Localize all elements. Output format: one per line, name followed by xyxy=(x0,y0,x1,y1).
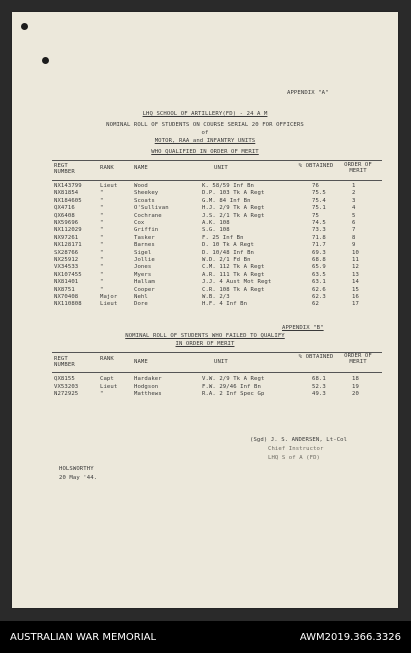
cell-rank: " xyxy=(100,242,104,249)
cell-rank: " xyxy=(100,190,104,197)
cell-regt-number: NX70408 xyxy=(54,294,79,300)
cell-unit: W.D. 2/1 Fd Bn xyxy=(202,257,251,263)
cell-regt-number: QX6408 xyxy=(54,212,75,219)
col-unit: UNIT xyxy=(214,165,228,171)
signature-line: (Sgd) J. S. ANDERSEN, Lt-Col xyxy=(250,437,348,443)
cell-rank: " xyxy=(100,197,104,204)
punch-hole-top xyxy=(21,23,28,30)
cell-pct-obtained: 73.3 xyxy=(312,227,326,234)
col2-unit: UNIT xyxy=(214,359,228,365)
cell-pct-obtained: 62.6 xyxy=(312,286,326,293)
cell-pct-obtained: 71.7 xyxy=(312,242,326,249)
cell-pct-obtained: 75.1 xyxy=(312,205,326,212)
cell-name: Hallam xyxy=(134,279,155,286)
cell-regt-number: NX25912 xyxy=(54,257,79,263)
cell-rank: Major xyxy=(100,294,118,300)
cell-order-of-merit: 17 xyxy=(352,301,359,308)
cell-rank: " xyxy=(100,279,104,286)
archive-footer xyxy=(0,621,411,653)
cell-order-of-merit: 9 xyxy=(352,242,356,249)
cell-unit: S.G. 108 xyxy=(202,227,230,234)
cell-unit: J.J. 4 Aust Mot Regt xyxy=(202,279,272,286)
cell-name: Cox xyxy=(134,220,145,226)
cell-order-of-merit: 8 xyxy=(352,234,356,241)
cell-order-of-merit: 3 xyxy=(352,197,356,204)
cell-name: Hardaker xyxy=(134,376,162,382)
cell-name: O'Sullivan xyxy=(134,205,169,212)
cell-regt-number: VX53203 xyxy=(54,383,79,390)
cell-unit: F. 25 Inf Bn xyxy=(202,234,244,241)
cell-name: Tasker xyxy=(134,234,155,241)
cell-unit: D. 10 Tk A Regt xyxy=(202,242,255,249)
cell-regt-number: QX4716 xyxy=(54,205,75,212)
cell-unit: V.W. 2/9 Tk A Regt xyxy=(202,376,265,382)
cell-order-of-merit: 1 xyxy=(352,183,356,189)
cell-rank: " xyxy=(100,391,104,397)
cell-order-of-merit: 12 xyxy=(352,264,359,271)
cell-pct-obtained: 49.3 xyxy=(312,391,326,397)
cell-pct-obtained: 65.9 xyxy=(312,264,326,271)
cell-name: Griffin xyxy=(134,227,159,234)
table-row xyxy=(12,392,398,400)
cell-pct-obtained: 52.3 xyxy=(312,383,326,390)
cell-name: Myers xyxy=(134,271,152,278)
cell-order-of-merit: 19 xyxy=(352,383,359,390)
cell-order-of-merit: 6 xyxy=(352,220,356,226)
school-title: LHQ SCHOOL OF ARTILLERY(FD) - 24 A M xyxy=(142,111,268,117)
cell-rank: " xyxy=(100,205,104,212)
cell-unit: G.M. 84 Inf Bn xyxy=(202,197,251,204)
cell-name: Dore xyxy=(134,301,148,308)
cell-regt-number: NX184605 xyxy=(54,197,82,204)
document-page xyxy=(12,12,398,608)
cell-order-of-merit: 16 xyxy=(352,294,359,300)
cell-unit: C.M. 112 Tk A Regt xyxy=(202,264,265,271)
cell-rank: " xyxy=(100,264,104,271)
roll-title-line2: of xyxy=(201,130,209,136)
cell-pct-obtained: 76 xyxy=(312,183,319,189)
cell-regt-number: N272925 xyxy=(54,391,79,397)
cell-regt-number: NX59696 xyxy=(54,220,79,226)
cell-regt-number: NX107455 xyxy=(54,271,82,278)
cell-regt-number: NX81401 xyxy=(54,279,79,286)
cell-name: Hodgson xyxy=(134,383,159,390)
cell-name: Barnes xyxy=(134,242,155,249)
col-order-of-merit: ORDER OF MERIT xyxy=(344,162,372,174)
cell-regt-number: QX8155 xyxy=(54,376,75,382)
roll2-title-line2: IN ORDER OF MERIT xyxy=(175,341,235,347)
cell-order-of-merit: 15 xyxy=(352,286,359,293)
cell-rank: Lieut xyxy=(100,183,118,189)
cell-rank: " xyxy=(100,286,104,293)
cell-unit: W.B. 2/3 xyxy=(202,294,230,300)
cell-name: Sigel xyxy=(134,249,152,256)
col2-rank: RANK xyxy=(100,356,114,362)
cell-pct-obtained: 74.5 xyxy=(312,220,326,226)
cell-pct-obtained: 68.1 xyxy=(312,376,326,382)
appendix-a-label: APPENDIX "A" xyxy=(287,90,329,96)
cell-regt-number: NX97261 xyxy=(54,234,79,241)
header2-rule-top xyxy=(52,352,382,353)
cell-unit: D. 10/48 Inf Bn xyxy=(202,249,255,256)
cell-rank: " xyxy=(100,257,104,263)
col2-pct-obtained: % OBTAINED xyxy=(298,354,334,360)
cell-name: Matthews xyxy=(134,391,162,397)
cell-pct-obtained: 63.5 xyxy=(312,271,326,278)
cell-unit: F.W. 29/46 Inf Bn xyxy=(202,383,261,390)
col-regt-number: REGT NUMBER xyxy=(54,163,75,175)
cell-order-of-merit: 20 xyxy=(352,391,359,397)
cell-rank: " xyxy=(100,212,104,219)
signature-school: LHQ S of A (FD) xyxy=(268,455,321,461)
cell-pct-obtained: 69.3 xyxy=(312,249,326,256)
cell-regt-number: VX34533 xyxy=(54,264,79,271)
cell-pct-obtained: 63.1 xyxy=(312,279,326,286)
table-row xyxy=(12,302,398,310)
col2-name: NAME xyxy=(134,359,148,365)
cell-name: Wood xyxy=(134,183,148,189)
place: HOLSWORTHY xyxy=(59,466,94,472)
cell-order-of-merit: 7 xyxy=(352,227,356,234)
cell-order-of-merit: 10 xyxy=(352,249,359,256)
cell-rank: " xyxy=(100,249,104,256)
header2-rule-bottom xyxy=(52,372,382,373)
cell-pct-obtained: 62 xyxy=(312,301,319,308)
cell-name: Cooper xyxy=(134,286,155,293)
footer-accession-number: AWM2019.366.3326 xyxy=(299,632,401,643)
cell-rank: Lieut xyxy=(100,301,118,308)
cell-regt-number: SX28766 xyxy=(54,249,79,256)
cell-name: Sheekey xyxy=(134,190,159,197)
cell-pct-obtained: 75.4 xyxy=(312,197,326,204)
cell-pct-obtained: 62.3 xyxy=(312,294,326,300)
cell-regt-number: NX8751 xyxy=(54,286,75,293)
header-rule-top xyxy=(52,160,382,161)
cell-unit: J.S. 2/1 Tk A Regt xyxy=(202,212,265,219)
cell-order-of-merit: 5 xyxy=(352,212,356,219)
cell-regt-number: NX81854 xyxy=(54,190,79,197)
cell-unit: R.A. 2 Inf Spec Gp xyxy=(202,391,265,397)
cell-rank: Capt xyxy=(100,376,114,382)
col-pct-obtained: % OBTAINED xyxy=(298,163,334,169)
cell-regt-number: NX128171 xyxy=(54,242,82,249)
roll-title-line3: MOTOR, RAA and INFANTRY UNITS xyxy=(154,138,256,144)
cell-unit: H.J. 2/9 Tk A Regt xyxy=(202,205,265,212)
cell-rank: " xyxy=(100,227,104,234)
roll-title-line4: WHO QUALIFIED IN ORDER OF MERIT xyxy=(151,149,259,155)
cell-rank: " xyxy=(100,220,104,226)
cell-order-of-merit: 13 xyxy=(352,271,359,278)
cell-regt-number: NX143799 xyxy=(54,183,82,189)
punch-hole-bottom xyxy=(42,57,49,64)
appendix-b-label: APPENDIX "B" xyxy=(282,325,324,331)
header-rule-bottom xyxy=(52,180,382,181)
cell-name: Cochrane xyxy=(134,212,162,219)
cell-name: Scoats xyxy=(134,197,155,204)
cell-name: Nehl xyxy=(134,294,148,300)
cell-pct-obtained: 75.5 xyxy=(312,190,326,197)
cell-name: Jones xyxy=(134,264,152,271)
cell-pct-obtained: 71.8 xyxy=(312,234,326,241)
col-rank: RANK xyxy=(100,165,114,171)
cell-rank: Lieut xyxy=(100,383,118,390)
cell-unit: C.R. 108 Tk A Regt xyxy=(202,286,265,293)
cell-order-of-merit: 14 xyxy=(352,279,359,286)
cell-unit: D.P. 103 Tk A Regt xyxy=(202,190,265,197)
col2-regt-number: REGT NUMBER xyxy=(54,356,75,368)
roll2-title-line1: NOMINAL ROLL OF STUDENTS WHO FAILED TO QUALIFY xyxy=(125,333,285,339)
cell-unit: K. 58/59 Inf Bn xyxy=(202,183,255,189)
cell-unit: A.K. 108 xyxy=(202,220,230,226)
col2-order-of-merit: ORDER OF MERIT xyxy=(344,353,372,365)
cell-unit: A.R. 111 Tk A Regt xyxy=(202,271,265,278)
date: 20 May '44. xyxy=(59,475,98,481)
signature-title: Chief Instructor xyxy=(268,446,324,452)
cell-name: Jollie xyxy=(134,257,155,263)
cell-rank: " xyxy=(100,234,104,241)
cell-rank: " xyxy=(100,271,104,278)
roll-title-line1: NOMINAL ROLL OF STUDENTS ON COURSE SERIAL 20 FOR OFFICERS xyxy=(106,122,304,128)
cell-pct-obtained: 75 xyxy=(312,212,319,219)
cell-unit: H.F. 4 Inf Bn xyxy=(202,301,248,308)
cell-order-of-merit: 18 xyxy=(352,376,359,382)
cell-order-of-merit: 2 xyxy=(352,190,356,197)
cell-order-of-merit: 11 xyxy=(352,257,359,263)
cell-pct-obtained: 68.8 xyxy=(312,257,326,263)
footer-institution: AUSTRALIAN WAR MEMORIAL xyxy=(10,632,157,643)
cell-regt-number: NX110808 xyxy=(54,301,82,308)
cell-order-of-merit: 4 xyxy=(352,205,356,212)
col-name: NAME xyxy=(134,165,148,171)
cell-regt-number: NX112029 xyxy=(54,227,82,234)
